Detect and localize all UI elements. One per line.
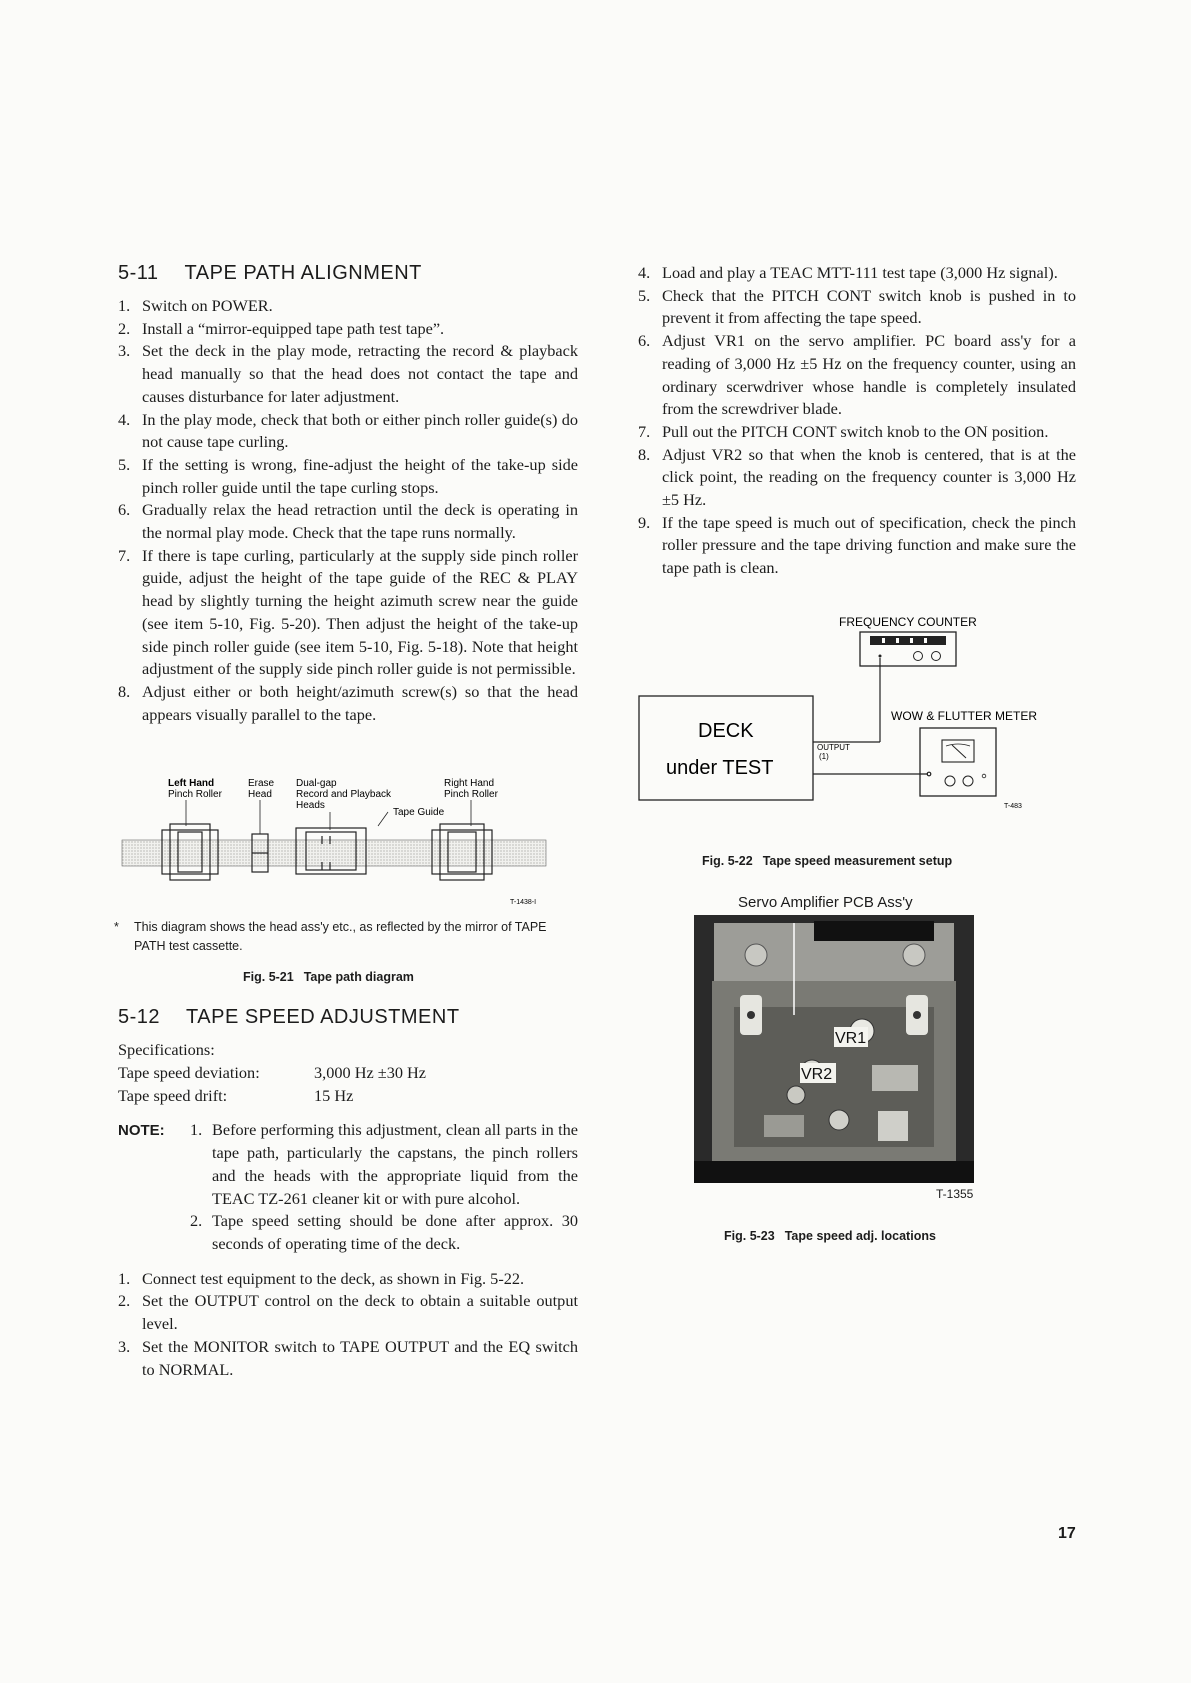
- note-item-text: Before performing this adjustment, clean all parts in the tape path, particularly the capstans, the pinch rollers and the heads with the appropriate liquid from the TEAC TZ-261 cleaner kit or with pure alcohol.: [212, 1120, 578, 1208]
- section-heading-5-12: 5-12 TAPE SPEED ADJUSTMENT: [118, 1006, 460, 1029]
- step-item-number: 7.: [118, 545, 131, 565]
- step-item-text: Adjust either or both height/azimuth screw(s) so that the head appears visually parallel to the tape.: [142, 681, 578, 724]
- step-item-number: 2.: [118, 1291, 131, 1311]
- left-column: [114, 262, 578, 1381]
- label-head: Head: [248, 789, 272, 801]
- step-item: [118, 295, 578, 318]
- note-item-text: Tape speed setting should be done after approx. 30 seconds of operating time of the deck.: [212, 1211, 578, 1253]
- spec-heading: Specifications:: [118, 1040, 215, 1060]
- note-item-number: 1.: [190, 1120, 203, 1140]
- vr2-label: VR2: [801, 1065, 833, 1083]
- step-item-number: 7.: [638, 421, 651, 441]
- step-item: [638, 285, 1076, 330]
- step-item-number: 3.: [118, 341, 131, 361]
- fig523-caption: Fig. 5-23 Tape speed adj. locations: [724, 1228, 936, 1243]
- section-heading-5-11: 5-11 TAPE PATH ALIGNMENT: [118, 262, 422, 284]
- step-item-text: Set the deck in the play mode, retracting the record & playback head manually so that the head does not contact the tape and causes disturbance for later adjustment.: [142, 341, 578, 406]
- step-item-text: Adjust VR2 so that when the knob is centered, that is at the click point, the reading on the frequency counter is 3,000 Hz ±5 Hz.: [662, 444, 1076, 510]
- fig523-code: T-1355: [936, 1186, 974, 1201]
- step-item-text: Switch on POWER.: [142, 296, 273, 315]
- note-item: [190, 1119, 578, 1210]
- label-pinch-roller-left: Pinch Roller: [168, 789, 222, 801]
- step-item: [118, 1268, 578, 1291]
- note-label: NOTE:: [118, 1122, 165, 1140]
- spec-key: Tape speed drift:: [118, 1085, 228, 1105]
- servo-pcb-photo: [694, 915, 974, 1183]
- step-item-text: Adjust VR1 on the servo amplifier. PC board ass'y for a reading of 3,000 Hz ±5 Hz on the frequency counter, using an ordinary scerwdriver whose handle is completely insulated from the screwdriver blade.: [662, 331, 1076, 419]
- deck-box: [639, 696, 813, 800]
- tape-speed-steps: [118, 1268, 578, 1382]
- label-record-playback: Record and Playback: [296, 789, 392, 801]
- step-item-number: 5.: [118, 454, 131, 474]
- step-item: [638, 512, 1076, 580]
- step-item-number: 8.: [118, 681, 131, 701]
- step-item: [118, 1290, 578, 1335]
- spec-value: 3,000 Hz ±30 Hz: [314, 1063, 427, 1083]
- fig521-code: T-1438-I: [510, 899, 537, 907]
- fig522-caption: Fig. 5-22 Tape speed measurement setup: [702, 853, 953, 868]
- step-item: [118, 1336, 578, 1381]
- right-column: [638, 262, 1076, 1243]
- step-item-number: 1.: [118, 296, 131, 315]
- tape-band: [122, 840, 546, 866]
- fig521-note: * This diagram shows the head ass'y etc., as reflected by the mirror of TAPE PATH test cassette.: [114, 920, 547, 954]
- label-erase: Erase: [248, 778, 275, 790]
- step-item-text: Gradually relax the head retraction until the deck is operating in the normal play mode. Check that the tape runs normally.: [142, 500, 578, 543]
- wow-flutter-meter-box: [920, 728, 996, 796]
- step-item: [118, 499, 578, 544]
- label-heads: Heads: [296, 800, 325, 812]
- step-item: [118, 340, 578, 408]
- label-right-hand: Right Hand: [444, 778, 495, 790]
- servo-pcb-title: Servo Amplifier PCB Ass'y: [738, 893, 913, 911]
- step-item-text: Load and play a TEAC MTT-111 test tape (3,000 Hz signal).: [662, 263, 1058, 282]
- step-item: [118, 545, 578, 681]
- fig521-caption: Fig. 5-21 Tape path diagram: [243, 970, 414, 985]
- spec-list: [118, 1062, 578, 1107]
- output-label: OUTPUT: [817, 742, 850, 752]
- step-item: [638, 330, 1076, 421]
- step-item-number: 8.: [638, 444, 651, 464]
- spec-value: 15 Hz: [314, 1085, 354, 1105]
- step-item-text: Connect test equipment to the deck, as shown in Fig. 5-22.: [142, 1268, 525, 1288]
- step-item-number: 5.: [638, 285, 651, 305]
- fig522-code: T-483: [1004, 802, 1022, 810]
- under-test-label: under TEST: [666, 756, 774, 779]
- step-item: [118, 318, 578, 341]
- step-item: [638, 444, 1076, 512]
- step-item-number: 6.: [638, 331, 651, 351]
- step-item: [638, 421, 1076, 444]
- step-item: [638, 262, 1076, 285]
- step-item-number: 4.: [638, 263, 651, 282]
- step-item-text: If the tape speed is much out of specification, check the pinch roller pressure and the tape driving function and make sure the tape path is clean.: [662, 512, 1076, 578]
- label-left-hand: Left Hand: [168, 778, 215, 790]
- step-item-number: 1.: [118, 1268, 131, 1288]
- spec-row: [118, 1085, 578, 1108]
- step-item-text: Install a “mirror-equipped tape path test tape”.: [142, 318, 445, 338]
- freq-counter-label: FREQUENCY COUNTER: [839, 614, 977, 629]
- page-number: 17: [1058, 1525, 1076, 1542]
- label-dual-gap: Dual-gap: [296, 778, 337, 790]
- wow-flutter-label: WOW & FLUTTER METER: [891, 708, 1037, 723]
- step-item-text: If there is tape curling, particularly at the supply side pinch roller guide, adjust the height of the tape guide of the REC & PLAY head by slightly turning the height azimuth screw near the guide (see item 5-10, Fig. 5-20). Then adjust the height of the take-up side pinch roller guide (see item 5-10, Fig. 5-18). Note that height adjustment of the supply side pinch roller guide is not permissible.: [142, 545, 578, 679]
- label-tape-guide: Tape Guide: [393, 807, 445, 819]
- note-block: [118, 1119, 578, 1255]
- spec-row: [118, 1062, 578, 1085]
- tape-path-steps: [118, 295, 578, 726]
- step-item-number: 2.: [118, 318, 131, 338]
- tape-speed-steps-continued: [638, 262, 1076, 580]
- step-item-text: Set the OUTPUT control on the deck to obtain a suitable output level.: [142, 1291, 578, 1334]
- step-item-number: 9.: [638, 512, 651, 532]
- tape-path-diagram: [116, 766, 556, 916]
- output-channel-label: (1): [819, 751, 829, 761]
- vr1-label: VR1: [835, 1029, 867, 1047]
- step-item: [118, 409, 578, 454]
- spec-key: Tape speed deviation:: [118, 1063, 260, 1083]
- label-pinch-roller-right: Pinch Roller: [444, 789, 498, 801]
- step-item-text: Pull out the PITCH CONT switch knob to the ON position.: [662, 421, 1049, 441]
- tape-speed-setup-diagram: [638, 614, 1076, 814]
- deck-label: DECK: [698, 719, 754, 742]
- step-item-number: 3.: [118, 1336, 131, 1356]
- note-item-number: 2.: [190, 1211, 203, 1231]
- step-item: [118, 681, 578, 726]
- note-item: [190, 1210, 578, 1255]
- step-item-text: If the setting is wrong, fine-adjust the height of the take-up side pinch roller guide until the tape curling stops.: [142, 454, 578, 497]
- step-item-text: Set the MONITOR switch to TAPE OUTPUT and the EQ switch to NORMAL.: [142, 1336, 578, 1379]
- step-item-number: 4.: [118, 409, 131, 429]
- frequency-counter-box: [860, 632, 956, 666]
- step-item-text: Check that the PITCH CONT switch knob is pushed in to prevent it from affecting the tape speed.: [662, 285, 1076, 328]
- step-item-text: In the play mode, check that both or either pinch roller guide(s) do not cause tape curling.: [142, 409, 578, 452]
- note-list: [190, 1119, 578, 1255]
- step-item-number: 6.: [118, 500, 131, 520]
- step-item: [118, 454, 578, 499]
